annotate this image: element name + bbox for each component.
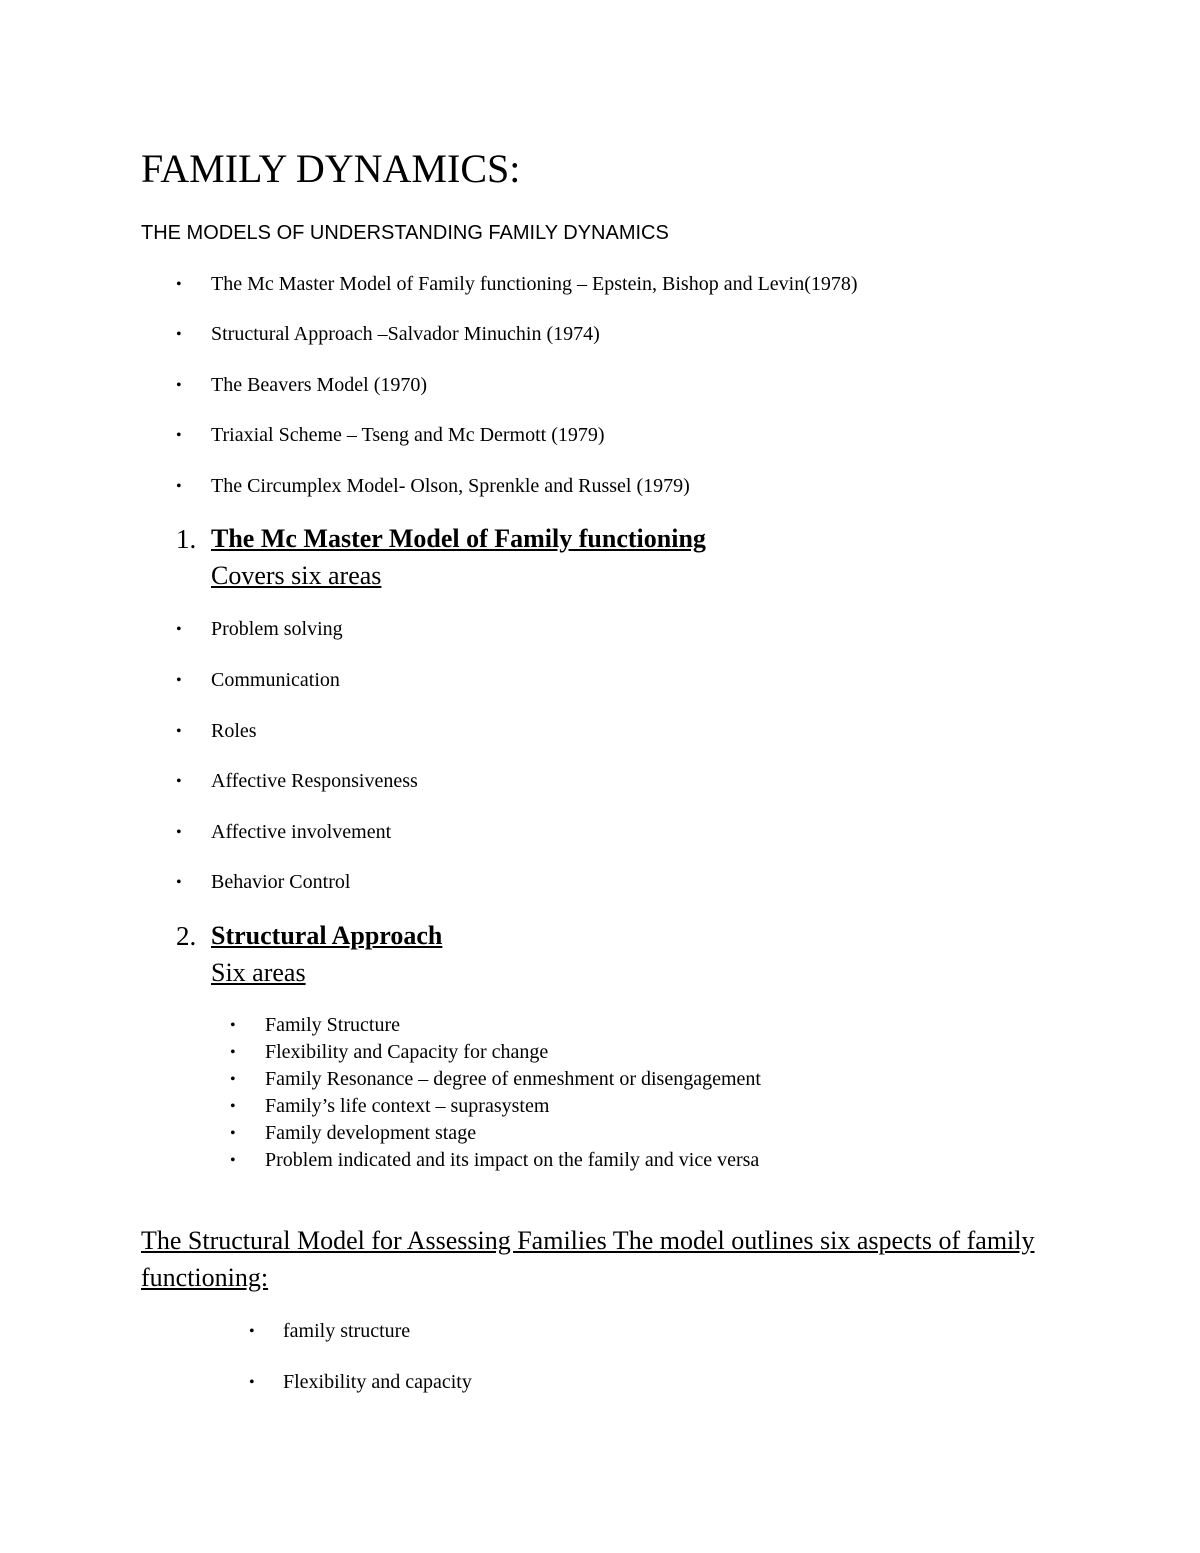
list-item: Family development stage	[265, 1122, 477, 1144]
bullet-icon: •	[176, 773, 182, 790]
bullet-icon: •	[230, 1098, 236, 1115]
bullet-icon: •	[230, 1125, 236, 1142]
bullet-icon: •	[230, 1044, 236, 1061]
list-item: family structure	[283, 1320, 411, 1342]
list-item: Affective Responsiveness	[211, 770, 418, 792]
bullet-icon: •	[230, 1071, 236, 1088]
list-item: The Beavers Model (1970)	[211, 374, 428, 396]
bullet-icon: •	[176, 874, 182, 891]
bullet-icon: •	[176, 621, 182, 638]
list-item: Flexibility and capacity	[283, 1371, 472, 1393]
document-subtitle: THE MODELS OF UNDERSTANDING FAMILY DYNAMICS	[141, 222, 669, 244]
list-item: The Mc Master Model of Family functioning – Epstein, Bishop and Levin(1978)	[211, 273, 858, 295]
list-item: Problem indicated and its impact on the family and vice versa	[265, 1149, 760, 1171]
bullet-icon: •	[176, 427, 182, 444]
bullet-icon: •	[249, 1374, 255, 1391]
list-item: Structural Approach –Salvador Minuchin (1974)	[211, 323, 600, 345]
list-item: The Circumplex Model- Olson, Sprenkle and Russel (1979)	[211, 475, 690, 497]
bullet-icon: •	[230, 1017, 236, 1034]
structural-model-heading: The Structural Model for Assessing Families The model outlines six aspects of family functioning:	[141, 1226, 1035, 1292]
section-number: 1.	[176, 524, 197, 554]
bullet-icon: •	[249, 1323, 255, 1340]
bullet-icon: •	[176, 478, 182, 495]
bullet-icon: •	[176, 377, 182, 394]
list-item: Behavior Control	[211, 871, 351, 893]
list-item: Family Structure	[265, 1014, 400, 1036]
list-item: Family Resonance – degree of enmeshment or disengagement	[265, 1068, 761, 1090]
bullet-icon: •	[176, 276, 182, 293]
list-item: Triaxial Scheme – Tseng and Mc Dermott (1979)	[211, 424, 605, 446]
bullet-icon: •	[176, 824, 182, 841]
section-subheading: Covers six areas	[211, 561, 382, 590]
section-heading: The Mc Master Model of Family functioning	[211, 524, 706, 553]
list-item: Roles	[211, 720, 257, 742]
list-item: Family’s life context – suprasystem	[265, 1095, 550, 1117]
list-item: Affective involvement	[211, 821, 392, 843]
list-item: Communication	[211, 669, 340, 691]
document-title: FAMILY DYNAMICS:	[141, 146, 521, 191]
section-heading: Structural Approach	[211, 921, 443, 950]
bullet-icon: •	[230, 1152, 236, 1169]
bullet-icon: •	[176, 723, 182, 740]
list-item: Problem solving	[211, 618, 343, 640]
section-number: 2.	[176, 921, 197, 951]
section-subheading: Six areas	[211, 958, 306, 987]
bullet-icon: •	[176, 326, 182, 343]
bullet-icon: •	[176, 672, 182, 689]
list-item: Flexibility and Capacity for change	[265, 1041, 549, 1063]
